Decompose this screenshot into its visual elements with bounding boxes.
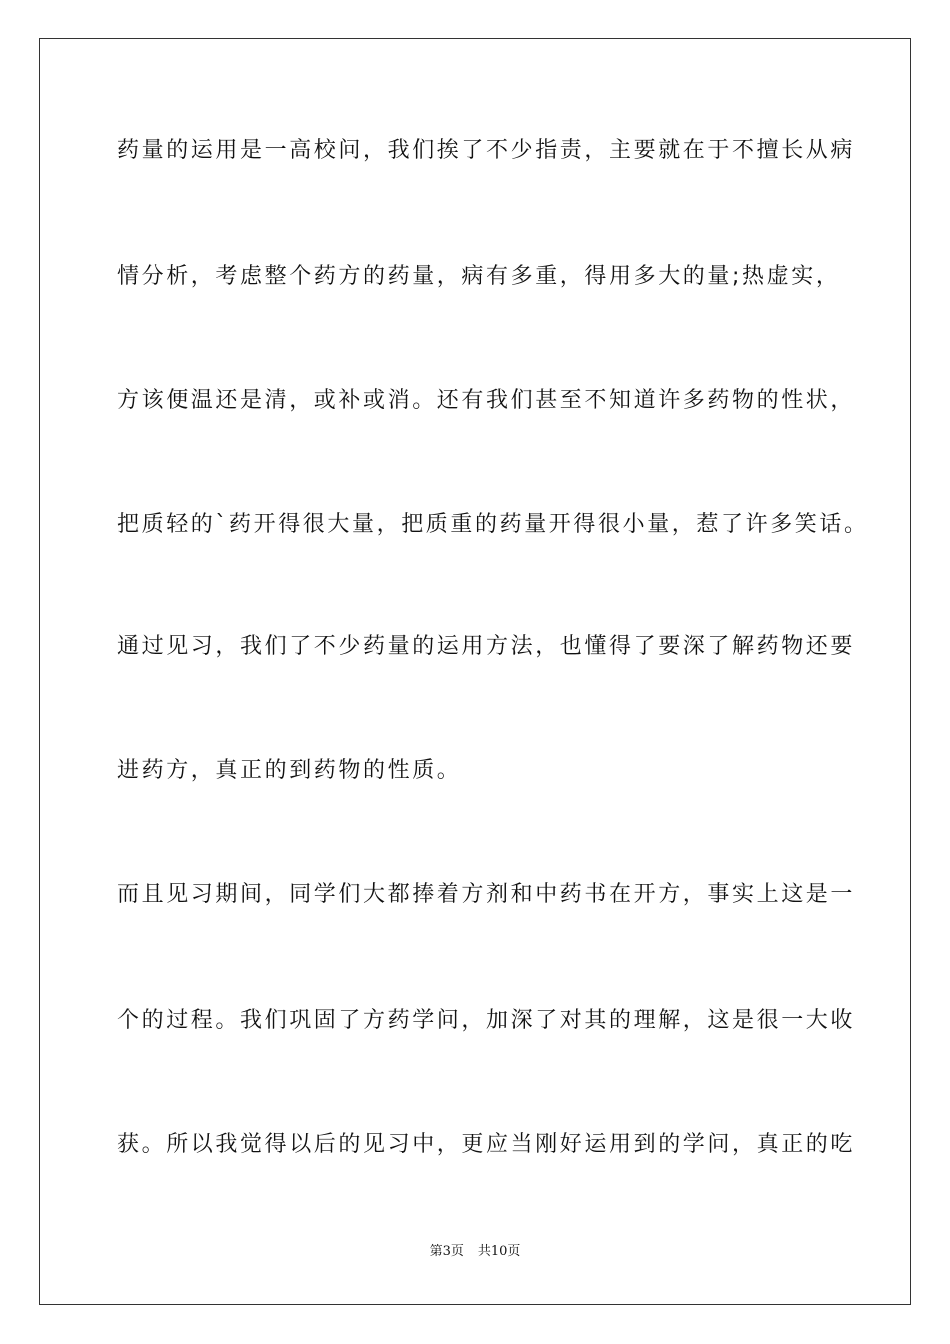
text-line-3: 方该便温还是清，或补或消。还有我们甚至不知道许多药物的性状，	[117, 388, 856, 413]
text-line-5: 通过见习，我们了不少药量的运用方法，也懂得了要深了解药物还要	[117, 634, 856, 659]
page-number: 第3页	[429, 1244, 464, 1259]
text-line-7: 而且见习期间，同学们大都捧着方剂和中药书在开方，事实上这是一	[117, 882, 856, 907]
text-line-9: 获。所以我觉得以后的见习中，更应当刚好运用到的学问，真正的吃	[117, 1132, 856, 1157]
text-line-4: 把质轻的`药开得很大量，把质重的药量开得很小量，惹了许多笑话。	[117, 512, 869, 537]
text-line-8: 个的过程。我们巩固了方药学问，加深了对其的理解，这是很一大收	[117, 1008, 856, 1033]
text-line-2: 情分析，考虑整个药方的药量，病有多重，得用多大的量;热虚实，	[117, 264, 841, 289]
text-line-1: 药量的运用是一高校问，我们挨了不少指责，主要就在于不擅长从病	[117, 138, 856, 163]
page-total: 共10页	[477, 1244, 521, 1259]
page-footer	[0, 1243, 950, 1261]
page-border	[39, 38, 911, 1305]
text-line-6: 进药方，真正的到药物的性质。	[117, 758, 462, 783]
